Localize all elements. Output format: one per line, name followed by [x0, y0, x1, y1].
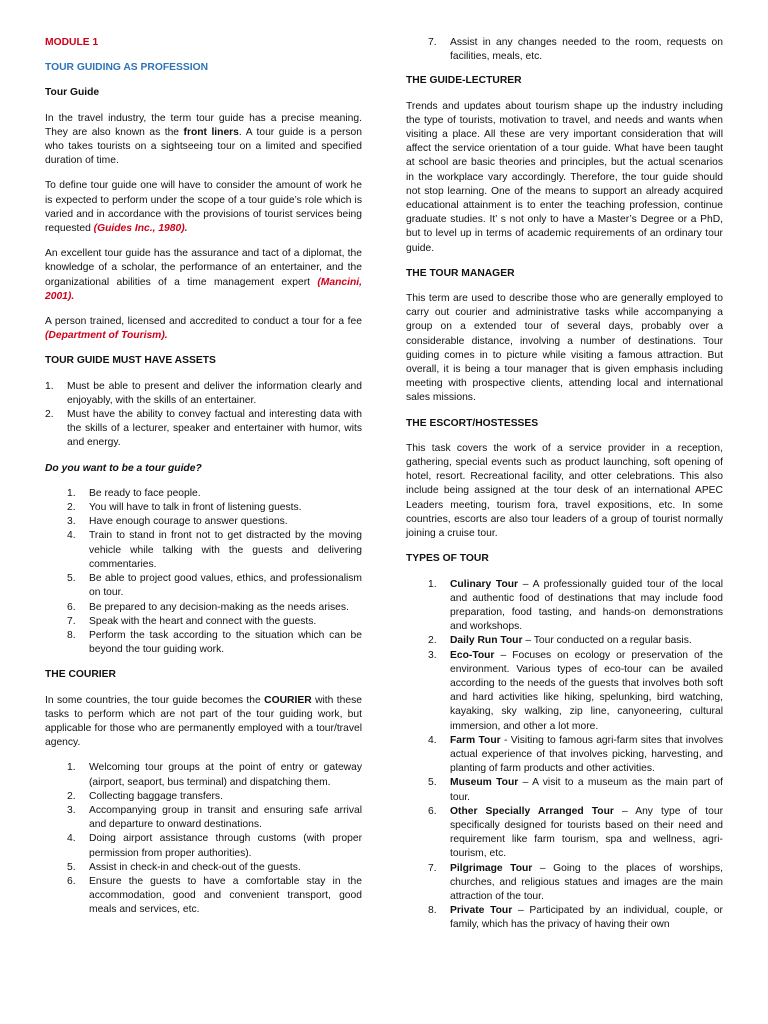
list-text: Must have the ability to convey factual and interesting data with the skills of a lecturer, speaker and entertainer with humor, wits and energy.	[67, 409, 362, 449]
list-item	[45, 629, 362, 657]
tour-type-desc: – Tour conducted on a regular basis.	[522, 635, 692, 647]
tour-type-desc: – Any type of tour specifically designed for tourists based on their need and requirement like farm tourism, spa and wellness, agri-tourism, etc.	[450, 805, 723, 860]
list-number: 7.	[428, 862, 437, 874]
list-item	[45, 804, 362, 832]
tour-type-name: Museum Tour	[450, 777, 519, 789]
types-list	[406, 578, 723, 933]
list-text	[450, 862, 723, 905]
paragraph-manager: This term are used to describe those who are generally employed to carry out courier and administrative tasks while accompanying a group on a extended tour of several days, probably over a considerable distance, involving a number of destinations. Tour guiding comes in to picture while visiting a famous attraction. But overall, it is being a tour manager that is given emphasis including meeting with prospective clients, attending local and international sales missions.	[406, 293, 723, 404]
list-number: 8.	[67, 629, 76, 641]
list-text: Be ready to face people.	[89, 487, 201, 499]
assets-heading: TOUR GUIDE MUST HAVE ASSETS	[45, 355, 216, 367]
list-text	[450, 776, 723, 804]
list-number: 1.	[45, 380, 54, 392]
list-text	[450, 649, 723, 734]
list-item	[406, 649, 723, 734]
bold-term: front liners	[183, 126, 239, 138]
paragraph-scope	[45, 179, 362, 236]
list-text: Be able to project good values, ethics, and professionalism on tour.	[89, 573, 362, 599]
list-number: 1.	[67, 487, 76, 499]
tour-type-name: Private Tour	[450, 905, 513, 917]
list-number: 2.	[45, 409, 54, 421]
tour-type-name: Other Specially Arranged Tour	[450, 805, 614, 817]
lecturer-heading: THE GUIDE-LECTURER	[406, 75, 522, 87]
courier-list-continued	[406, 36, 723, 64]
list-number: 2.	[67, 502, 76, 514]
list-item	[406, 634, 723, 648]
types-heading: TYPES OF TOUR	[406, 553, 489, 565]
module-title: TOUR GUIDING AS PROFESSION	[45, 62, 209, 74]
list-number: 2.	[67, 790, 76, 802]
list-number: 1.	[67, 762, 76, 774]
list-item	[45, 529, 362, 572]
list-item	[406, 578, 723, 635]
text: with these tasks to perform which are not part of the tour guiding work, but applicable for those who are permanently employed with a tour/travel agency.	[45, 694, 362, 749]
list-item	[45, 408, 362, 451]
left-column	[45, 36, 362, 929]
list-text: Have enough courage to answer questions.	[89, 516, 288, 528]
tour-type-name: Eco-Tour	[450, 649, 495, 661]
manager-heading: THE TOUR MANAGER	[406, 267, 515, 279]
tour-type-name: Farm Tour	[450, 734, 501, 746]
text: In some countries, the tour guide becomes the	[45, 694, 265, 706]
list-text: Train to stand in front not to get distracted by the moving vehicle while talking with the guests and delivering commentaries.	[89, 530, 362, 570]
list-text: Doing airport assistance through customs (with proper permission from proper authorities).	[89, 833, 362, 859]
list-item	[45, 761, 362, 789]
citation: (Mancini, 2001).	[45, 276, 362, 302]
list-item	[406, 734, 723, 777]
text: An excellent tour guide has the assurance and tact of a diplomat, the knowledge of a scholar, the performance of an entertainer, and the organizational abilities of a time management expert	[45, 248, 362, 288]
list-item	[45, 572, 362, 600]
text: . A tour guide is a person who takes tourists on a sightseeing tour on a limited and specified duration of time.	[45, 126, 362, 167]
list-number: 7.	[428, 37, 437, 48]
citation: (Guides Inc., 1980).	[93, 223, 188, 235]
module-label: MODULE 1	[45, 37, 99, 48]
courier-heading: THE COURIER	[45, 669, 116, 681]
list-item	[45, 832, 362, 860]
list-text: Speak with the heart and connect with the guests.	[89, 615, 317, 627]
list-item	[406, 904, 723, 932]
tour-type-name: Culinary Tour	[450, 578, 519, 590]
list-item	[406, 776, 723, 804]
list-item	[45, 515, 362, 529]
tour-type-desc: – Participated by an individual, couple, or family, which has the privacy of having their own	[450, 905, 723, 931]
escort-heading: THE ESCORT/HOSTESSES	[406, 417, 539, 429]
list-item	[45, 615, 362, 629]
citation: (Department of Tourism).	[45, 330, 168, 342]
tour-type-desc: – A visit to a museum as the main part of tour.	[450, 777, 724, 803]
list-item	[406, 862, 723, 905]
question-heading: Do you want to be a tour guide?	[45, 462, 202, 474]
list-number: 2.	[428, 635, 437, 647]
tour-type-name: Pilgrimage Tour	[450, 862, 533, 874]
list-item	[406, 805, 723, 862]
list-number: 3.	[67, 804, 76, 816]
right-column	[406, 36, 723, 944]
tour-type-desc: – Going to the places of worships, churches, and religious statues and images are the main attraction of the tour.	[450, 862, 723, 902]
bold-term: COURIER	[264, 694, 312, 706]
assets-list	[45, 380, 362, 451]
list-number: 6.	[67, 875, 76, 887]
list-number: 6.	[67, 601, 76, 613]
want-list	[45, 487, 362, 657]
paragraph-lecturer: Trends and updates about tourism shape up the industry including the type of tourists, motivation to travel, and needs and wants when visiting a place. All these are very important consideration that will affect the service orientation of a tour guide. What have been taught at school are basic theories and principles, but the actual scenarios in the workplace vary accordingly. Therefore, the tour guide should not stop learning. One of the means to support an already acquired educational attainment is to enter the teaching profession, continue graduate studies. It’ s not only to have a Master’s Degree or a PhD, but to level up in terms of academic requirements of an ordinary tour guide.	[406, 100, 723, 254]
paragraph-definition	[45, 112, 362, 169]
list-item	[45, 790, 362, 804]
list-item	[45, 487, 362, 501]
list-text: Accompanying group in transit and ensuring safe arrival and departure to onward destinations.	[89, 804, 362, 831]
list-text	[450, 734, 723, 777]
list-number: 8.	[428, 905, 437, 917]
list-item	[45, 861, 362, 875]
tour-type-desc: – A professionally guided tour of the local and authentic food of destinations that may include food preparation, food tasting, and hands-on demonstrations and workshops.	[450, 578, 724, 633]
list-number: 5.	[428, 777, 437, 789]
tour-type-name: Daily Run Tour	[450, 635, 523, 647]
tour-type-desc: – Focuses on ecology or preservation of the environment. Various types of eco-tour can be availed according to the needs of the guests that involves both soft and hard activities like hiking, spelunking, bird watching, kayaking, sky walking, zip line, canyoneering, cultural immersion, and other a lot more.	[450, 649, 723, 732]
list-number: 1.	[428, 578, 437, 590]
list-text: Assist in any changes needed to the room, requests on facilities, meals, etc.	[450, 37, 723, 63]
list-text: Collecting baggage transfers.	[89, 790, 223, 802]
tour-type-desc: - Visiting to famous agri-farm sites that involves actual experience of that involves picking, harvesting, and planting of farm products and other activities.	[450, 734, 724, 775]
list-text: Welcoming tour groups at the point of entry or gateway (airport, seaport, bus terminal) and dispatching them.	[89, 762, 362, 788]
list-item	[45, 875, 362, 918]
list-item	[45, 380, 362, 408]
list-number: 3.	[67, 516, 76, 528]
list-text	[450, 904, 723, 932]
list-text: Assist in check-in and check-out of the guests.	[89, 861, 301, 873]
list-number: 5.	[67, 861, 76, 873]
list-number: 4.	[67, 833, 76, 845]
paragraph-courier	[45, 694, 362, 751]
paragraph-licensed	[45, 315, 362, 343]
list-text: You will have to talk in front of listening guests.	[89, 502, 302, 514]
list-number: 4.	[67, 530, 76, 542]
text: To define tour guide one will have to consider the amount of work he is expected to perform under the scope of a tour guide’s role which is varied and in accordance with the provisions of tourist services being requested	[45, 180, 362, 235]
list-text: Must be able to present and deliver the information clearly and enjoyably, with the skills of an entertainer.	[67, 380, 362, 406]
list-text: Perform the task according to the situation which can be beyond the tour guiding work.	[89, 629, 362, 656]
list-item	[45, 501, 362, 515]
tour-guide-heading: Tour Guide	[45, 87, 100, 99]
text: In the travel industry, the term tour guide has a precise meaning. They are also known as the	[45, 112, 362, 138]
list-text	[450, 634, 723, 648]
list-item	[406, 36, 723, 64]
list-number: 3.	[428, 649, 437, 661]
list-number: 6.	[428, 805, 437, 817]
list-text: Ensure the guests to have a comfortable stay in the accommodation, good and convenient transport, good meals and services, etc.	[89, 875, 362, 916]
list-text	[450, 805, 723, 862]
list-item	[45, 601, 362, 615]
list-text: Be prepared to any decision-making as the needs arises.	[89, 601, 349, 613]
list-number: 4.	[428, 734, 437, 746]
list-number: 5.	[67, 573, 76, 585]
paragraph-excellent	[45, 247, 362, 304]
courier-list	[45, 761, 362, 917]
list-text	[450, 578, 723, 635]
list-number: 7.	[67, 615, 76, 627]
paragraph-escort: This task covers the work of a service provider in a reception, gathering, special events such as product launching, soft opening of hotel, resort. Recreational facility, and otter celebrations. This also include being assigned at the tour desk of an international APEC Leaders meeting, tourism fora, travel expositions, etc. In some countries, escorts are also tour leaders of a group of tourist normally joining a cruise tour.	[406, 442, 723, 540]
text: A person trained, licensed and accredited to conduct a tour for a fee	[45, 316, 362, 328]
